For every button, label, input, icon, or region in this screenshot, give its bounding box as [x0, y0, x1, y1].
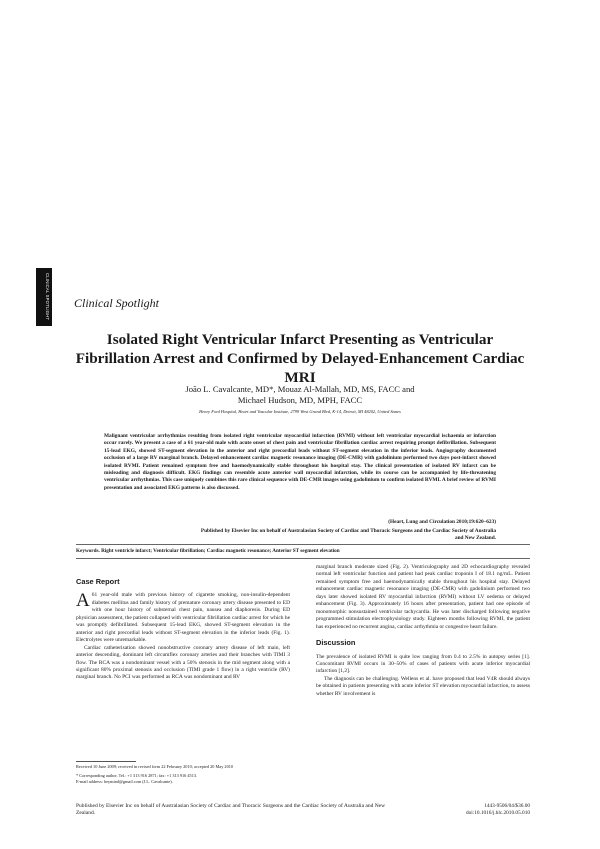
- authors-line-2: Michael Hudson, MD, MPH, FACC: [237, 395, 363, 405]
- footnotes: [76, 764, 290, 785]
- case-report-paragraph-1: [76, 592, 290, 644]
- footer-identifiers: [466, 803, 530, 818]
- left-column: [76, 578, 290, 682]
- case-report-text-1: 61 year-old male with previous history of cigarette smoking, non-insulin-dependent diabetes mellitus and family history of premature coronary artery disease presented to ED with one hour history of substernal chest pain, nausea and diaphoresis. During ED physician assessment, the patient collapsed with ventricular fibrillation cardiac arrest for which he was promptly defibrillated. Subsequent 15-lead EKG, showed ST-segment elevation in the anterior and right precordial leads without ST-segment elevation in the inferior leads (Fig. 1). Electrolytes were unremarkable.: [76, 592, 290, 644]
- case-report-heading: Case Report: [76, 577, 120, 586]
- case-report-paragraph-2: Cardiac catheterisation showed nonobstructive coronary artery disease of left main, left anterior descending, dominant left circumflex coronary arteries and their branches with TIMI 3 flow. The RCA was a nondominant vessel with a 50% stenosis in the mid segment along with a significant 80% proximal stenosis and occlusion (TIMI grade 1 flow) in a right ventricle (RV) marginal branch. No PCI was performed as RCA was nondominant and RV: [76, 644, 290, 681]
- drop-cap: A: [76, 590, 90, 612]
- authors: [120, 384, 480, 406]
- abstract: Malignant ventricular arrhythmias resulting from isolated right ventricular myocardial infarction (RVMI) without left ventricular myocardial ischaemia or infarction occur rarely. We present a case of a 61 year-old male with acute onset of chest pain and ventricular fibrillation cardiac arrest requiring prompt defibrillation. Subsequent 15-lead EKG, showed ST-segment elevation in the anterior and right precordial leads without ST-segment elevation in the inferior leads. Angiography documented occlusion of a large RV marginal branch. Delayed enhancement cardiac magnetic resonance imaging (DE-CMR) with gadolinium performed two days post-infarct showed isolated RVMI. Patient remained symptom free and haemodynamically stable throughout his hospital stay. The clinical presentation of isolated RV infarct can be misleading and diagnosis difficult. EKG findings can resemble acute anterior wall myocardial infarction, while its course can be accompanied by life-threatening ventricular arrhythmias. This case uniquely combines this rare clinical sequence with DE-CMR images using gadolinium to confirm isolated RVMI. A brief review of RVMI presentation and associated EKG patterns is also discussed.: [104, 433, 496, 491]
- footer-doi: doi:10.1016/j.hlc.2010.05.010: [465, 810, 530, 817]
- right-column: [316, 564, 530, 698]
- corresponding-author: * Corresponding author. Tel.: +1 313 916 2871; fax: +1 313 916 4513.: [76, 773, 198, 778]
- section-label: Clinical Spotlight: [74, 296, 160, 310]
- author-email: E-mail address: heymind@gmail.com (J.L. Cavalcante).: [76, 779, 173, 784]
- discussion-paragraph-1: The prevalence of isolated RVMI is quite low ranging from 0.4 to 2.5% in autopsy series [1]. Concomitant RVMI occurs in 30–50% of cases of patients with acute inferior myocardial infarction [1,2].: [316, 653, 530, 675]
- section-side-tab: [36, 268, 52, 326]
- footer-issn: 1443-9506/04/$36.00: [484, 803, 530, 809]
- discussion-paragraph-2: The diagnosis can be challenging. Wellens et al. have proposed that lead V4R should always be obtained in patients presenting with acute inferior ST elevation myocardial infarction, to assess whether RV involvement is: [316, 675, 530, 697]
- affiliation: Henry Ford Hospital, Heart and Vascular Institute, 2799 West Grand Blvd, K-14, Detroit, MI 48202, United States: [199, 409, 401, 414]
- discussion-heading: Discussion: [316, 638, 356, 648]
- keywords: Keywords. Right ventricle infarct; Ventricular fibrillation; Cardiac magnetic resonance; Anterior ST segment elevation: [76, 548, 340, 554]
- citation: (Heart, Lung and Circulation 2010;19:620–623): [388, 519, 496, 525]
- publisher-statement: Published by Elsevier Inc on behalf of Australasian Society of Cardiac and Thoracic Surgeons and the Cardiac Society of Australia and New Zealand.: [200, 528, 496, 542]
- divider-top: [76, 544, 530, 545]
- authors-line-1: João L. Cavalcante, MD*, Mouaz Al-Mallah, MD, MS, FACC and: [185, 384, 415, 394]
- right-paragraph-1: marginal branch moderate sized (Fig. 2). Ventriculography and 2D echocardiography revealed normal left ventricular function and patient had peak cardiac troponin I of 18.1 ng/mL. Patient remained symptom free and haemodynamically stable throughout his hospital stay. Delayed enhancement cardiac magnetic resonance imaging (DE-CMR) with gadolinium performed two days later showed isolated RV myocardial infarction (RVMI) without LV oedema or delayed enhancement (Fig. 3). Approximately 16 hours after presentation, patient had one episode of monomorphic nonsustained ventricular tachycardia. He was later discharged following negative programmed stimulation electrophysiology study. Eighteen months following RVMI, the patient has experienced no recurrent angina, cardiac arrhythmia or congestive heart failure.: [316, 564, 530, 630]
- footer-publisher: Published by Elsevier Inc on behalf of Australasian Society of Cardiac and Thoracic Surgeons and the Cardiac Society of Australia and New Zealand.: [76, 803, 386, 817]
- received-dates: Received 10 June 2009; received in revised form 22 February 2010; accepted 20 May 2010: [76, 764, 234, 769]
- footnote-rule: [76, 761, 136, 762]
- article-title: Isolated Right Ventricular Infarct Presenting as Ventricular Fibrillation Arrest and Confirmed by Delayed-Enhancement Cardiac MRI: [75, 331, 525, 386]
- divider-bottom: [76, 558, 530, 559]
- side-tab-label: CLINICAL SPOTLIGHT: [45, 273, 50, 321]
